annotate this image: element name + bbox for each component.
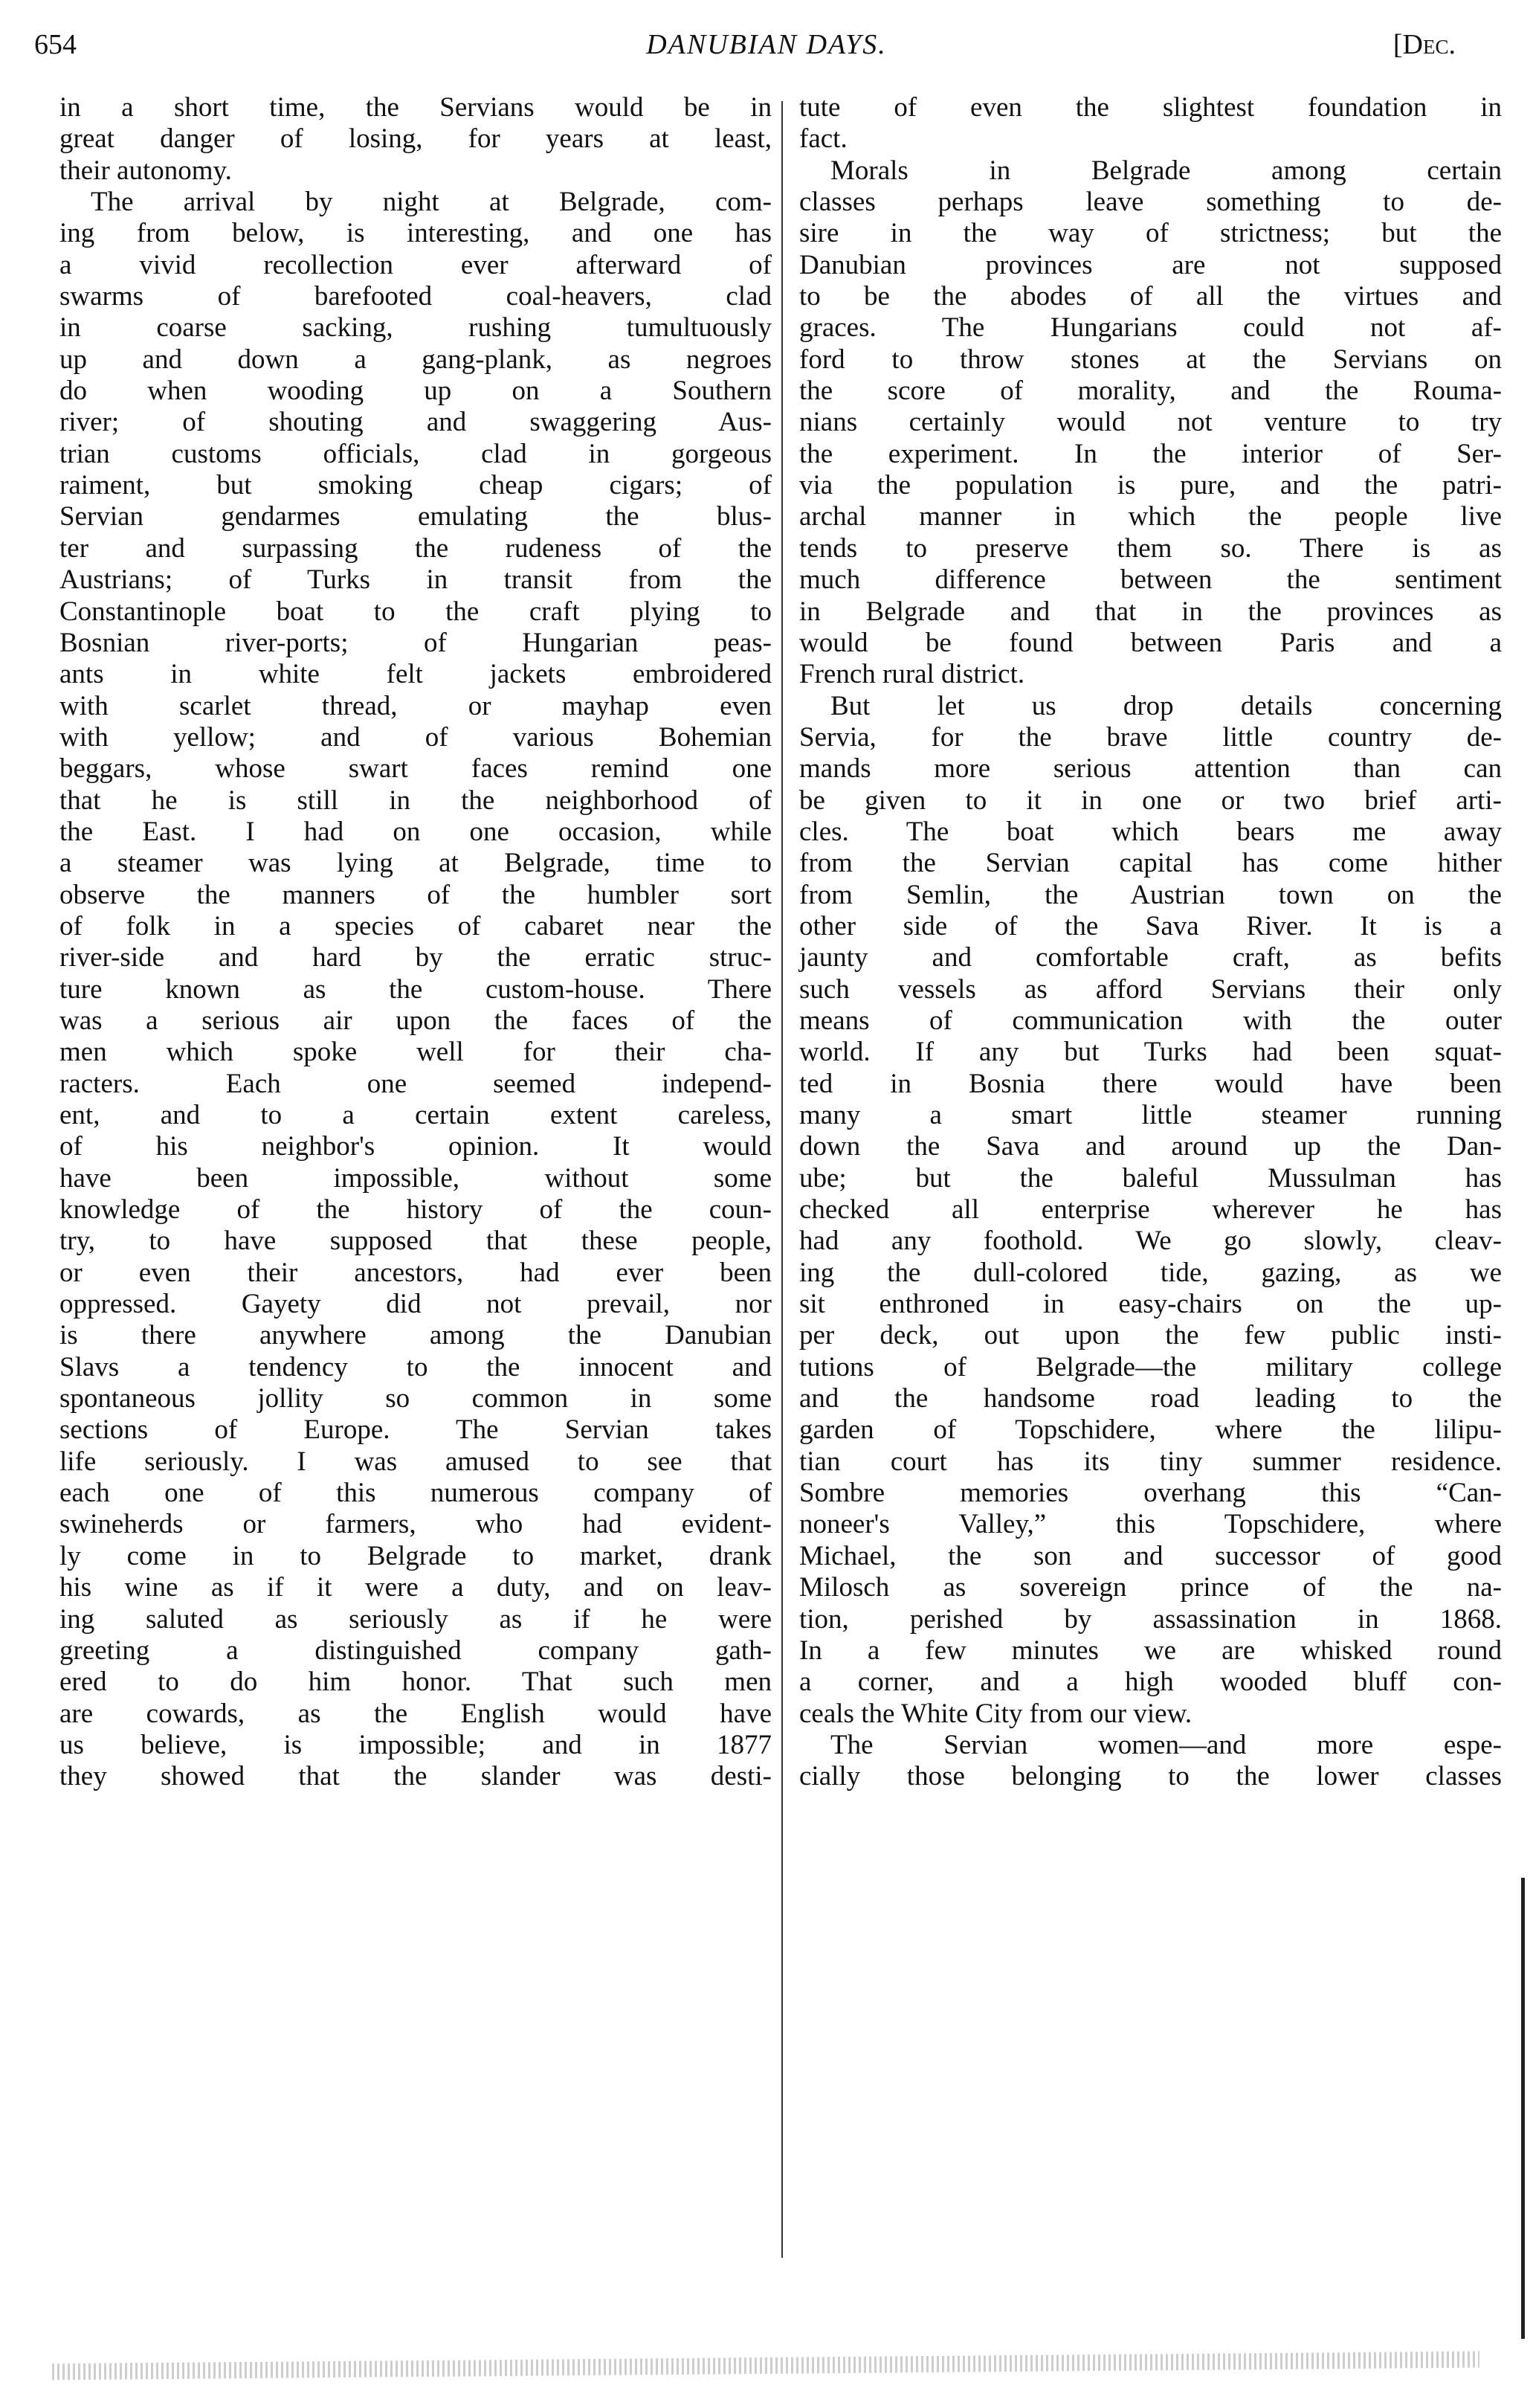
text-line: tends to preserve them so. There is as [799,532,1502,564]
text-line: sections of Europe. The Servian takes [59,1414,772,1446]
text-line: cially those belonging to the lower classes [799,1761,1502,1792]
text-line: was a serious air upon the faces of the [59,1005,772,1036]
text-line: Servian gendarmes emulating the blus- [59,501,772,532]
text-line: In a few minutes we are whisked round [799,1635,1502,1666]
text-line: ing the dull-colored tide, gazing, as we [799,1257,1502,1288]
text-line: Slavs a tendency to the innocent and [59,1351,772,1382]
text-line: ing from below, is interesting, and one has [59,218,772,249]
text-line: swarms of barefooted coal-heavers, clad [59,281,772,312]
text-line: the score of morality, and the Rouma- [799,376,1502,407]
text-line: ly come in to Belgrade to market, drank [59,1540,772,1571]
running-title: DANUBIAN DAYS. [646,29,887,60]
text-line: Sombre memories overhang this “Can- [799,1478,1502,1509]
text-line: ered to do him honor. That such men [59,1667,772,1698]
text-line: other side of the Sava River. It is a [799,910,1502,941]
running-head [0,28,1533,73]
text-line: Milosch as sovereign prince of the na- [799,1572,1502,1603]
text-line: of folk in a species of cabaret near the [59,910,772,941]
issue-month: [Dec. [1392,29,1456,60]
text-line: from the Servian capital has come hither [799,848,1502,879]
text-line: swineherds or farmers, who had evident- [59,1509,772,1540]
text-line: graces. The Hungarians could not af- [799,312,1502,344]
text-line: Servia, for the brave little country de- [799,721,1502,753]
text-line: Constantinople boat to the craft plying to [59,596,772,627]
paragraph-first-line: The arrival by night at Belgrade, com- [91,187,772,218]
text-line: have been impossible, without some [59,1162,772,1194]
column-divider [781,101,783,2258]
text-line: in a short time, the Servians would be in [59,92,772,123]
text-line: tion, perished by assassination in 1868. [799,1603,1502,1635]
text-line: sit enthroned in easy-chairs on the up- [799,1289,1502,1320]
text-line: jaunty and comfortable craft, as befits [799,942,1502,973]
text-line: ford to throw stones at the Servians on [799,344,1502,375]
text-line: the experiment. In the interior of Ser- [799,438,1502,469]
text-line: oppressed. Gayety did not prevail, nor [59,1289,772,1320]
text-line: ceals the White City from our view. [799,1698,1192,1729]
text-line: Danubian provinces are not supposed [799,249,1502,280]
text-line: do when wooding up on a Southern [59,376,772,407]
text-line: be given to it in one or two brief arti- [799,785,1502,816]
text-line: ube; but the baleful Mussulman has [799,1162,1502,1194]
text-line: greeting a distinguished company gath- [59,1635,772,1666]
text-line: would be found between Paris and a [799,627,1502,658]
text-line: garden of Topschidere, where the lilipu- [799,1414,1502,1446]
text-line: such vessels as afford Servians their only [799,973,1502,1005]
text-line: men which spoke well for their cha- [59,1037,772,1068]
text-line: great danger of losing, for years at least, [59,123,772,155]
text-line: Bosnian river-ports; of Hungarian peas- [59,627,772,658]
text-line: their autonomy. [59,155,232,186]
text-line: in Belgrade and that in the provinces as [799,596,1502,627]
text-line: beggars, whose swart faces remind one [59,753,772,785]
text-line: is there anywhere among the Danubian [59,1320,772,1351]
text-line: and the handsome road leading to the [799,1383,1502,1414]
text-line: a steamer was lying at Belgrade, time to [59,848,772,879]
text-line: Austrians; of Turks in transit from the [59,564,772,596]
text-line: to be the abodes of all the virtues and [799,281,1502,312]
text-line: from Semlin, the Austrian town on the [799,879,1502,910]
text-line: of his neighbor's opinion. It would [59,1131,772,1162]
text-line: life seriously. I was amused to see that [59,1446,772,1477]
text-line: mands more serious attention than can [799,753,1502,785]
text-line: ants in white felt jackets embroidered [59,659,772,690]
text-line: classes perhaps leave something to de- [799,187,1502,218]
paragraph-first-line: The Servian women—and more espe- [830,1729,1502,1760]
text-line: noneer's Valley,” this Topschidere, where [799,1509,1502,1540]
paragraph-first-line: But let us drop details concerning [830,690,1502,721]
text-line: with scarlet thread, or mayhap even [59,690,772,721]
left-column [59,92,772,1793]
text-line: that he is still in the neighborhood of [59,785,772,816]
text-line: a vivid recollection ever afterward of [59,249,772,280]
text-line: had any foothold. We go slowly, cleav- [799,1226,1502,1257]
text-line: nians certainly would not venture to try [799,407,1502,438]
text-line: via the population is pure, and the patri- [799,470,1502,501]
text-line: raiment, but smoking cheap cigars; of [59,470,772,501]
text-line: archal manner in which the people live [799,501,1502,532]
text-line: racters. Each one seemed independ- [59,1068,772,1099]
scan-edge-shadow [1521,1878,1525,2339]
text-line: us believe, is impossible; and in 1877 [59,1729,772,1760]
text-line: they showed that the slander was desti- [59,1761,772,1792]
text-line: checked all enterprise wherever he has [799,1194,1502,1226]
text-line: are cowards, as the English would have [59,1698,772,1729]
text-line: down the Sava and around up the Dan- [799,1131,1502,1162]
text-line: a corner, and a high wooded bluff con- [799,1667,1502,1698]
text-line: fact. [799,123,848,155]
text-line: river-side and hard by the erratic struc- [59,942,772,973]
text-line: in coarse sacking, rushing tumultuously [59,312,772,344]
text-line: knowledge of the history of the coun- [59,1194,772,1226]
text-line: ing saluted as seriously as if he were [59,1603,772,1635]
text-line: many a smart little steamer running [799,1100,1502,1130]
scan-smudge-artifact [52,2351,1479,2380]
text-line: river; of shouting and swaggering Aus- [59,407,772,438]
paragraph-first-line: Morals in Belgrade among certain [830,155,1502,186]
text-line: sire in the way of strictness; but the [799,218,1502,249]
text-line: tian court has its tiny summer residence. [799,1446,1502,1477]
text-line: cles. The boat which bears me away [799,816,1502,847]
text-line: ture known as the custom-house. There [59,973,772,1005]
text-line: ter and surpassing the rudeness of the [59,532,772,564]
right-column [799,92,1502,1793]
text-line: each one of this numerous company of [59,1478,772,1509]
text-line: ted in Bosnia there would have been [799,1068,1502,1099]
text-line: means of communication with the outer [799,1005,1502,1036]
text-line: ent, and to a certain extent careless, [59,1100,772,1130]
text-line: with yellow; and of various Bohemian [59,721,772,753]
text-line: world. If any but Turks had been squat- [799,1037,1502,1068]
text-line: observe the manners of the humbler sort [59,879,772,910]
page-number: 654 [34,29,77,60]
text-line: spontaneous jollity so common in some [59,1383,772,1414]
text-line: try, to have supposed that these people, [59,1226,772,1257]
text-line: Michael, the son and successor of good [799,1540,1502,1571]
text-line: per deck, out upon the few public insti- [799,1320,1502,1351]
text-line: French rural district. [799,659,1025,690]
text-line: his wine as if it were a duty, and on leav- [59,1572,772,1603]
text-line: or even their ancestors, had ever been [59,1257,772,1288]
text-line: the East. I had on one occasion, while [59,816,772,847]
text-line: trian customs officials, clad in gorgeous [59,438,772,469]
text-line: up and down a gang-plank, as negroes [59,344,772,375]
text-line: tutions of Belgrade—the military college [799,1351,1502,1382]
text-line: tute of even the slightest foundation in [799,92,1502,123]
text-line: much difference between the sentiment [799,564,1502,596]
